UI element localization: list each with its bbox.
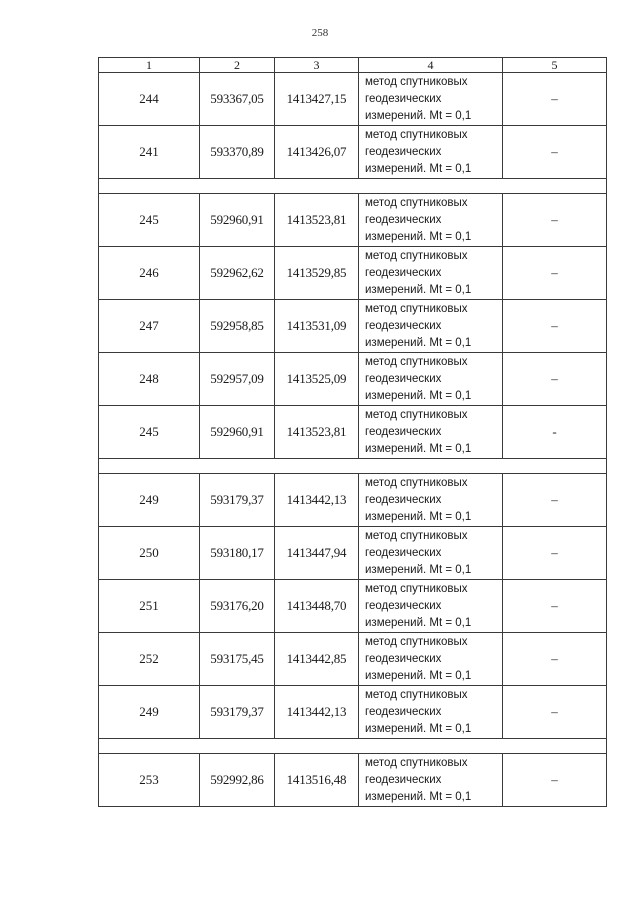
coordinates-table [98,57,607,807]
x-coordinate-cell: 593367,05 [200,73,275,126]
point-number-cell: 249 [99,474,200,527]
method-text-line1: метод спутниковых [365,688,468,701]
column-5-cell: – [503,633,607,686]
method-cell [359,126,503,179]
method-text-line3: измерений. Mt = 0,1 [365,510,472,523]
method-text-line1: метод спутниковых [365,249,468,262]
column-5-cell: – [503,754,607,807]
y-coordinate-cell: 1413523,81 [275,406,359,459]
x-coordinate-cell: 592962,62 [200,247,275,300]
method-text-line3: измерений. Mt = 0,1 [365,442,472,455]
method-text-line3: измерений. Mt = 0,1 [365,616,472,629]
method-cell [359,633,503,686]
coordinates-table-body [99,58,607,807]
method-text-line2: геодезических [365,213,442,226]
point-number-cell: 248 [99,353,200,406]
header-col-2: 2 [200,58,275,73]
method-text-line1: метод спутниковых [365,529,468,542]
method-text-line2: геодезических [365,266,442,279]
method-cell [359,686,503,739]
column-5-cell: – [503,126,607,179]
x-coordinate-cell: 593179,37 [200,474,275,527]
x-coordinate-cell: 592960,91 [200,194,275,247]
method-cell [359,406,503,459]
x-coordinate-cell: 593175,45 [200,633,275,686]
header-col-4: 4 [359,58,503,73]
column-5-cell: – [503,300,607,353]
method-text-line3: измерений. Mt = 0,1 [365,669,472,682]
method-text-line3: измерений. Mt = 0,1 [365,722,472,735]
table-row [99,247,607,300]
method-text-line1: метод спутниковых [365,355,468,368]
point-number-cell: 246 [99,247,200,300]
y-coordinate-cell: 1413442,13 [275,474,359,527]
table-row [99,754,607,807]
y-coordinate-cell: 1413442,13 [275,686,359,739]
table-row [99,474,607,527]
method-text-line3: измерений. Mt = 0,1 [365,283,472,296]
column-5-cell: – [503,73,607,126]
method-cell [359,754,503,807]
point-number-cell: 245 [99,194,200,247]
method-cell [359,527,503,580]
table-row [99,686,607,739]
method-text-line2: геодезических [365,546,442,559]
column-5-cell: – [503,527,607,580]
x-coordinate-cell: 592957,09 [200,353,275,406]
method-text-line1: метод спутниковых [365,756,468,769]
page-number: 258 [311,27,329,39]
method-text-line1: метод спутниковых [365,635,468,648]
y-coordinate-cell: 1413529,85 [275,247,359,300]
table-row [99,406,607,459]
method-text-line1: метод спутниковых [365,75,468,88]
x-coordinate-cell: 592960,91 [200,406,275,459]
column-5-cell: – [503,194,607,247]
block-separator-cell [99,459,607,474]
y-coordinate-cell: 1413442,85 [275,633,359,686]
method-text-line2: геодезических [365,599,442,612]
method-text-line3: измерений. Mt = 0,1 [365,162,472,175]
block-separator-row [99,459,607,474]
method-text-line2: геодезических [365,773,442,786]
y-coordinate-cell: 1413525,09 [275,353,359,406]
method-text-line1: метод спутниковых [365,408,468,421]
header-col-1: 1 [99,58,200,73]
method-cell [359,300,503,353]
column-5-cell: – [503,686,607,739]
column-5-cell: – [503,474,607,527]
method-text-line1: метод спутниковых [365,476,468,489]
method-text-line2: геодезических [365,705,442,718]
method-text-line1: метод спутниковых [365,582,468,595]
method-text-line3: измерений. Mt = 0,1 [365,563,472,576]
method-text-line3: измерений. Mt = 0,1 [365,389,472,402]
point-number-cell: 247 [99,300,200,353]
x-coordinate-cell: 593180,17 [200,527,275,580]
table-row [99,300,607,353]
method-text-line1: метод спутниковых [365,302,468,315]
method-cell [359,194,503,247]
method-cell [359,580,503,633]
method-cell [359,474,503,527]
y-coordinate-cell: 1413426,07 [275,126,359,179]
table-row [99,633,607,686]
table-row [99,580,607,633]
header-col-5: 5 [503,58,607,73]
point-number-cell: 244 [99,73,200,126]
point-number-cell: 249 [99,686,200,739]
y-coordinate-cell: 1413427,15 [275,73,359,126]
method-text-line3: измерений. Mt = 0,1 [365,336,472,349]
method-text-line2: геодезических [365,372,442,385]
method-cell [359,73,503,126]
header-col-3: 3 [275,58,359,73]
x-coordinate-cell: 593370,89 [200,126,275,179]
column-5-cell: - [503,406,607,459]
method-text-line2: геодезических [365,425,442,438]
method-text-line2: геодезических [365,92,442,105]
table-row [99,353,607,406]
method-text-line2: геодезических [365,493,442,506]
method-cell [359,247,503,300]
table-row [99,126,607,179]
method-text-line3: измерений. Mt = 0,1 [365,109,472,122]
method-cell [359,353,503,406]
table-row [99,527,607,580]
column-5-cell: – [503,353,607,406]
block-separator-row [99,179,607,194]
method-text-line1: метод спутниковых [365,196,468,209]
method-text-line2: геодезических [365,652,442,665]
y-coordinate-cell: 1413531,09 [275,300,359,353]
method-text-line3: измерений. Mt = 0,1 [365,230,472,243]
header-row [99,58,607,73]
block-separator-cell [99,179,607,194]
method-text-line2: геодезических [365,319,442,332]
point-number-cell: 251 [99,580,200,633]
table-row [99,73,607,126]
x-coordinate-cell: 593179,37 [200,686,275,739]
point-number-cell: 252 [99,633,200,686]
y-coordinate-cell: 1413523,81 [275,194,359,247]
method-text-line3: измерений. Mt = 0,1 [365,790,472,803]
column-5-cell: – [503,247,607,300]
column-5-cell: – [503,580,607,633]
point-number-cell: 253 [99,754,200,807]
block-separator-row [99,739,607,754]
x-coordinate-cell: 592958,85 [200,300,275,353]
method-text-line1: метод спутниковых [365,128,468,141]
y-coordinate-cell: 1413516,48 [275,754,359,807]
point-number-cell: 241 [99,126,200,179]
method-text-line2: геодезических [365,145,442,158]
table-row [99,194,607,247]
y-coordinate-cell: 1413448,70 [275,580,359,633]
x-coordinate-cell: 592992,86 [200,754,275,807]
point-number-cell: 245 [99,406,200,459]
x-coordinate-cell: 593176,20 [200,580,275,633]
block-separator-cell [99,739,607,754]
point-number-cell: 250 [99,527,200,580]
y-coordinate-cell: 1413447,94 [275,527,359,580]
